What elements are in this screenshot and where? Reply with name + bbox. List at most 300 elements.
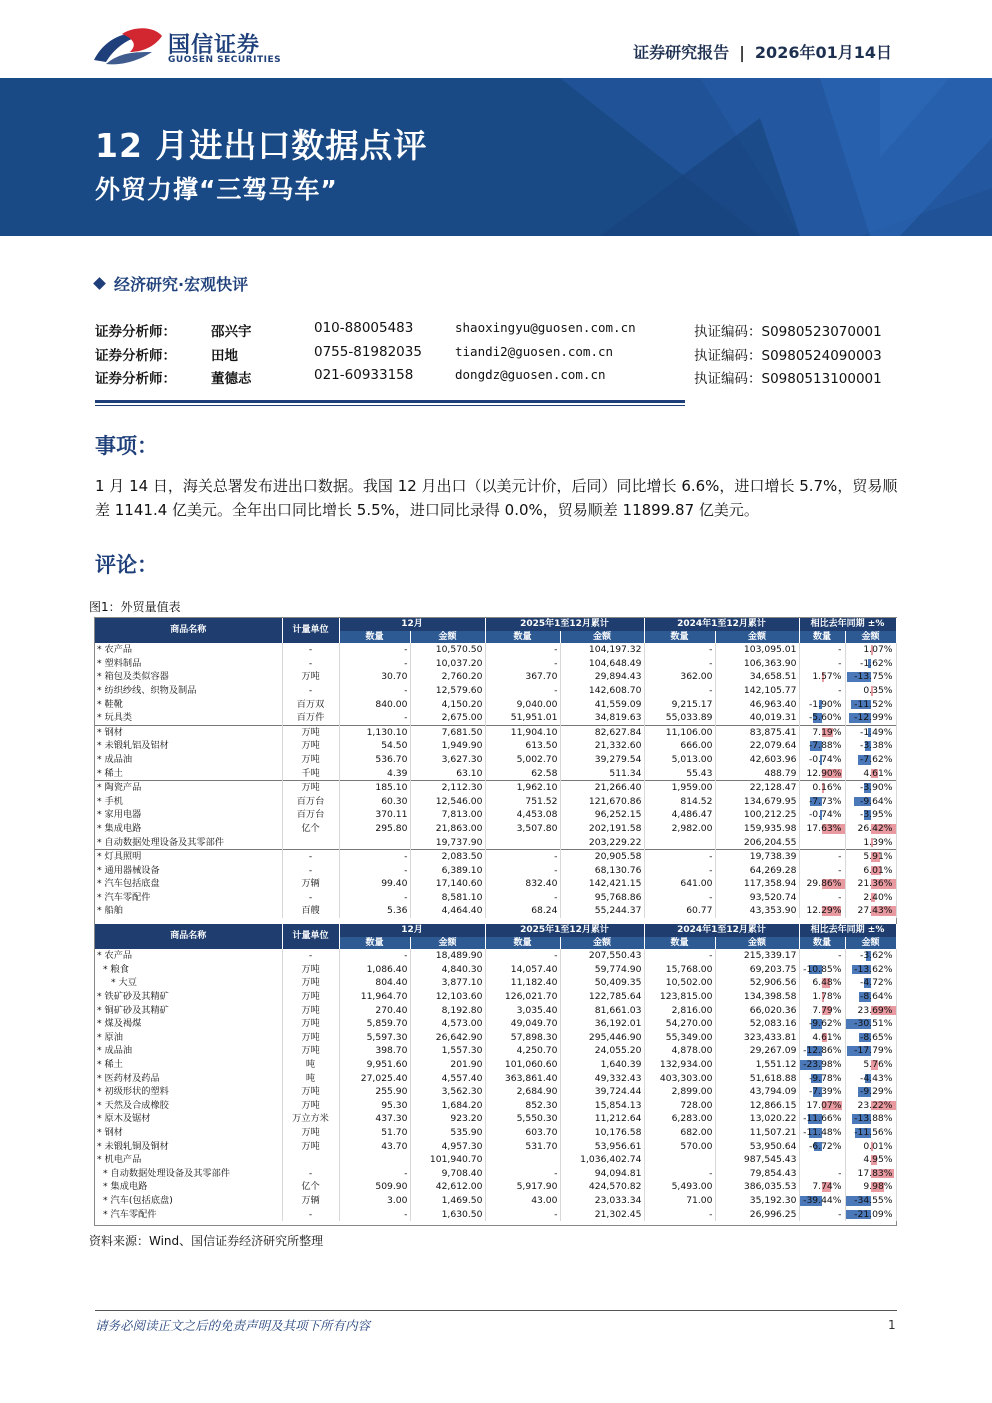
table-header-cell: 商品名称 — [95, 924, 282, 949]
report-info — [633, 40, 892, 63]
commodity-label: 自动数据处理设备及其零部件 — [110, 1167, 230, 1179]
change-value: -3.38% — [860, 740, 893, 752]
change-value: -7.73% — [808, 795, 842, 807]
ytd2024-value-cell: 11,507.21 — [715, 1126, 799, 1140]
ytd2024-value-cell: 386,035.53 — [715, 1180, 799, 1194]
ytd2025-value-cell: 511.34 — [560, 767, 644, 781]
ytd2025-quantity-cell: - — [485, 850, 560, 864]
table-subheader-cell: 数量 — [644, 631, 715, 644]
report-subtitle: 外贸力撑“三驾马车” — [95, 175, 338, 204]
analyst-email[interactable]: shaoxingyu@guosen.com.cn — [455, 320, 636, 335]
ytd2025-value-cell: 21,332.60 — [560, 739, 644, 753]
dec-quantity-cell: 43.70 — [339, 1140, 410, 1154]
commodity-label: 鞋靴 — [104, 698, 123, 710]
unit-cell: 百万台 — [282, 808, 339, 822]
analyst-label: 证券分析师： — [95, 324, 176, 340]
table-row — [95, 1126, 896, 1140]
change-value: 29.86% — [806, 878, 842, 890]
ytd2024-value-cell: 987,545.43 — [715, 1153, 799, 1167]
commodity-label: 铁矿砂及其精矿 — [104, 991, 169, 1003]
change-value: - — [838, 1167, 842, 1179]
change-value: 4.61% — [812, 1031, 842, 1043]
commodity-label: 通用器械设备 — [104, 864, 160, 876]
value-change-cell — [845, 1072, 896, 1086]
change-value: -39.44% — [803, 1194, 842, 1206]
table-row — [95, 904, 896, 918]
ytd2024-quantity-cell: 10,502.00 — [644, 976, 715, 990]
analyst-label: 证券分析师： — [95, 371, 176, 387]
ytd2025-value-cell: 34,819.63 — [560, 711, 644, 725]
change-value: -23.98% — [803, 1059, 842, 1070]
change-value: 26.42% — [857, 822, 893, 834]
change-value: -1.62% — [860, 657, 893, 669]
change-value: -17.79% — [854, 1045, 893, 1057]
category-label: 经济研究·宏观快评 — [114, 275, 249, 294]
commodity-name — [95, 1194, 282, 1208]
table-row — [95, 657, 896, 671]
ytd2024-quantity-cell: 2,899.00 — [644, 1085, 715, 1099]
ytd2025-quantity-cell: 4,453.08 — [485, 808, 560, 822]
table-row — [95, 643, 896, 657]
ytd2025-value-cell: 295,446.90 — [560, 1031, 644, 1045]
analyst-phone: 0755-81982035 — [314, 343, 422, 360]
dec-value-cell: 10,037.20 — [410, 657, 485, 671]
dec-quantity-cell: 5.36 — [339, 904, 410, 918]
quantity-change-cell — [799, 949, 845, 963]
change-value: -0.74% — [808, 753, 842, 765]
dec-quantity-cell: 270.40 — [339, 1004, 410, 1018]
commodity-name — [95, 990, 282, 1004]
commodity-name — [95, 643, 282, 657]
unit-cell: 亿个 — [282, 822, 339, 836]
row-marker: * — [97, 671, 105, 683]
commodity-name — [95, 891, 282, 905]
dec-value-cell: 8,192.80 — [410, 1004, 485, 1018]
change-value: -8.65% — [860, 1031, 893, 1043]
ytd2024-quantity-cell: - — [644, 850, 715, 864]
change-value: 12.29% — [806, 905, 842, 917]
dec-value-cell: 101,940.70 — [410, 1153, 485, 1167]
row-marker: * — [97, 891, 105, 903]
quantity-change-cell — [799, 739, 845, 753]
ytd2025-value-cell: 121,670.86 — [560, 795, 644, 809]
dec-value-cell: 3,627.30 — [410, 753, 485, 767]
quantity-change-cell — [799, 711, 845, 725]
ytd2024-quantity-cell: 5,013.00 — [644, 753, 715, 767]
commodity-label: 医药材及药品 — [104, 1072, 160, 1084]
dec-quantity-cell: 3.00 — [339, 1194, 410, 1208]
ytd2025-value-cell: 1,036,402.74 — [560, 1153, 644, 1167]
dec-value-cell: 4,464.40 — [410, 904, 485, 918]
table-row — [95, 808, 896, 822]
quantity-change-cell — [799, 670, 845, 684]
analyst-row — [95, 344, 895, 368]
table-header-cell: 2025年1至12月累计 — [485, 924, 644, 937]
change-value: -13.75% — [854, 671, 893, 683]
ytd2025-value-cell: 104,648.49 — [560, 657, 644, 671]
unit-cell: 万吨 — [282, 739, 339, 753]
dec-value-cell: 42,612.00 — [410, 1180, 485, 1194]
quantity-change-cell — [799, 753, 845, 767]
quantity-change-cell — [799, 1194, 845, 1208]
quantity-change-cell — [799, 684, 845, 698]
commodity-name — [95, 781, 282, 795]
commodity-name — [95, 1085, 282, 1099]
analyst-list — [95, 320, 895, 391]
dec-value-cell: 4,557.40 — [410, 1072, 485, 1086]
row-marker: * — [97, 864, 105, 876]
commodity-name — [95, 1004, 282, 1018]
commodity-label: 大豆 — [118, 977, 137, 989]
value-change-cell — [845, 808, 896, 822]
table-row — [95, 1004, 896, 1018]
row-marker: * — [97, 795, 105, 807]
commodity-label: 煤及褐煤 — [104, 1018, 142, 1030]
ytd2025-quantity-cell: - — [485, 949, 560, 963]
ytd2024-quantity-cell: - — [644, 949, 715, 963]
value-change-cell — [845, 657, 896, 671]
report-type: 证券研究报告 — [633, 43, 730, 62]
ytd2024-quantity-cell: - — [644, 1208, 715, 1222]
ytd2025-value-cell: 23,033.34 — [560, 1194, 644, 1208]
commodity-name — [95, 1099, 282, 1113]
ytd2024-quantity-cell: 728.00 — [644, 1099, 715, 1113]
ytd2025-quantity-cell: 531.70 — [485, 1140, 560, 1154]
value-change-cell — [845, 990, 896, 1004]
table-header-cell: 计量单位 — [282, 924, 339, 949]
unit-cell: - — [282, 1167, 339, 1181]
ytd2024-value-cell: 66,020.36 — [715, 1004, 799, 1018]
row-marker: * — [97, 1154, 105, 1166]
commodity-name — [95, 1044, 282, 1058]
ytd2024-quantity-cell: - — [644, 643, 715, 657]
table-subheader-cell: 数量 — [799, 631, 845, 644]
report-info-separator: | — [739, 43, 745, 62]
value-change-cell — [845, 1004, 896, 1018]
commodity-name — [95, 949, 282, 963]
change-value: -11.52% — [854, 698, 893, 710]
dec-value-cell: 4,840.30 — [410, 963, 485, 977]
table-subheader-cell: 金额 — [410, 937, 485, 950]
change-value: 17.83% — [857, 1167, 893, 1179]
value-change-cell — [845, 1099, 896, 1113]
commodity-label: 钢材 — [104, 726, 123, 738]
quantity-change-cell — [799, 1180, 845, 1194]
quantity-change-cell — [799, 822, 845, 836]
commodity-label: 箱包及类似容器 — [104, 671, 169, 683]
event-paragraph: 1 月 14 日，海关总署发布进出口数据。我国 12 月出口（以美元计价，后同）同比增长 6.6%，进口增长 5.7%，贸易顺差 1141.4 亿美元。全年出口同比增长 5.5%，进口同比录得 0.0%，贸易顺差 11899.87 亿美元。 — [95, 477, 898, 519]
value-change-cell — [845, 1208, 896, 1222]
comment-heading: 评论： — [95, 553, 158, 577]
ytd2024-quantity-cell — [644, 1153, 715, 1167]
change-value: -1.90% — [808, 698, 842, 710]
ytd2024-quantity-cell: 55.43 — [644, 767, 715, 781]
ytd2024-quantity-cell: 55,033.89 — [644, 711, 715, 725]
ytd2024-value-cell: 22,079.64 — [715, 739, 799, 753]
change-value: - — [838, 950, 842, 962]
dec-value-cell: 1,630.50 — [410, 1208, 485, 1222]
ytd2025-value-cell: 55,244.37 — [560, 904, 644, 918]
row-marker: * — [97, 809, 105, 821]
row-marker: * — [97, 1004, 105, 1016]
quantity-change-cell — [799, 1126, 845, 1140]
row-marker: * — [97, 991, 105, 1003]
ytd2024-value-cell: 79,854.43 — [715, 1167, 799, 1181]
value-change-cell — [845, 822, 896, 836]
analyst-phone: 010-88005483 — [314, 320, 414, 336]
row-marker: * — [97, 1031, 105, 1043]
dec-quantity-cell: - — [339, 850, 410, 864]
commodity-name — [95, 1112, 282, 1126]
quantity-change-cell — [799, 1031, 845, 1045]
ytd2025-quantity-cell: 68.24 — [485, 904, 560, 918]
ytd2025-value-cell: 68,130.76 — [560, 864, 644, 878]
change-value: -4.43% — [860, 1072, 893, 1084]
commodity-label: 集成电路 — [104, 822, 142, 834]
change-value: 7.19% — [812, 726, 842, 738]
ytd2025-quantity-cell: - — [485, 1208, 560, 1222]
quantity-change-cell — [799, 1044, 845, 1058]
unit-cell: 万吨 — [282, 963, 339, 977]
dec-value-cell: 19,737.90 — [410, 836, 485, 850]
ytd2024-quantity-cell: - — [644, 864, 715, 878]
table-row — [95, 877, 896, 891]
dec-quantity-cell: 11,964.70 — [339, 990, 410, 1004]
ytd2024-quantity-cell: 403,303.00 — [644, 1072, 715, 1086]
commodity-name — [95, 850, 282, 864]
ytd2025-value-cell: 20,905.58 — [560, 850, 644, 864]
dec-quantity-cell: - — [339, 1208, 410, 1222]
change-value: -1.49% — [860, 726, 893, 738]
table-row — [95, 725, 896, 739]
commodity-name — [95, 1208, 282, 1222]
ytd2024-value-cell: 19,738.39 — [715, 850, 799, 864]
dec-quantity-cell: 54.50 — [339, 739, 410, 753]
table-row — [95, 1085, 896, 1099]
row-marker: * — [103, 963, 111, 975]
change-value: 6.01% — [863, 864, 893, 876]
quantity-change-cell — [799, 891, 845, 905]
commodity-label: 天然及合成橡胶 — [104, 1099, 169, 1111]
commodity-name — [95, 739, 282, 753]
quantity-change-cell — [799, 904, 845, 918]
row-marker: * — [97, 905, 105, 917]
analyst-row — [95, 320, 895, 344]
change-value: 1.07% — [863, 644, 893, 656]
change-value: 12.90% — [806, 767, 842, 779]
ytd2024-quantity-cell — [644, 836, 715, 850]
dec-quantity-cell: 509.90 — [339, 1180, 410, 1194]
row-marker: * — [97, 657, 105, 669]
dec-quantity-cell: 536.70 — [339, 753, 410, 767]
ytd2024-value-cell: 29,267.09 — [715, 1044, 799, 1058]
dec-value-cell: 1,557.30 — [410, 1044, 485, 1058]
quantity-change-cell — [799, 1140, 845, 1154]
table-subheader-cell: 金额 — [560, 937, 644, 950]
ytd2025-quantity-cell: 51,951.01 — [485, 711, 560, 725]
value-change-cell — [845, 643, 896, 657]
row-marker: * — [97, 1059, 105, 1070]
commodity-name — [95, 670, 282, 684]
dec-value-cell: 1,949.90 — [410, 739, 485, 753]
page-number: 1 — [888, 1318, 896, 1332]
analyst-phone: 021-60933158 — [314, 367, 414, 383]
row-marker: * — [97, 767, 105, 779]
dec-value-cell: 10,570.50 — [410, 643, 485, 657]
change-value: -7.88% — [808, 740, 842, 752]
commodity-name — [95, 1031, 282, 1045]
change-value: -5.60% — [808, 712, 842, 724]
row-marker: * — [97, 712, 105, 724]
dec-value-cell: 2,675.00 — [410, 711, 485, 725]
table-row — [95, 1140, 896, 1154]
ytd2025-quantity-cell: 613.50 — [485, 739, 560, 753]
ytd2025-quantity-cell: 5,917.90 — [485, 1180, 560, 1194]
ytd2025-value-cell: 11,212.64 — [560, 1112, 644, 1126]
commodity-name — [95, 836, 282, 850]
value-change-cell — [845, 739, 896, 753]
dec-quantity-cell: - — [339, 657, 410, 671]
row-marker: * — [97, 822, 105, 834]
change-value: -3.95% — [860, 809, 893, 821]
table-row — [95, 891, 896, 905]
footer-divider — [95, 1310, 897, 1311]
value-change-cell — [845, 1044, 896, 1058]
table-row — [95, 1153, 896, 1167]
table-subheader-cell: 数量 — [339, 631, 410, 644]
dec-quantity-cell: - — [339, 949, 410, 963]
ytd2024-value-cell: 12,866.15 — [715, 1099, 799, 1113]
ytd2025-quantity-cell: 5,550.30 — [485, 1112, 560, 1126]
table-row — [95, 1058, 896, 1072]
table-header-cell: 12月 — [339, 924, 485, 937]
ytd2025-value-cell: 59,774.90 — [560, 963, 644, 977]
unit-cell: 百艘 — [282, 904, 339, 918]
dec-quantity-cell: 185.10 — [339, 781, 410, 795]
table-row — [95, 949, 896, 963]
row-marker: * — [97, 644, 105, 656]
ytd2024-quantity-cell: 570.00 — [644, 1140, 715, 1154]
change-value: - — [838, 864, 842, 876]
ytd2025-quantity-cell: 2,684.90 — [485, 1085, 560, 1099]
row-marker: * — [97, 782, 105, 794]
quantity-change-cell — [799, 1017, 845, 1031]
dec-value-cell: 63.10 — [410, 767, 485, 781]
ytd2025-quantity-cell: 363,861.40 — [485, 1072, 560, 1086]
change-value: -9.29% — [860, 1086, 893, 1098]
quantity-change-cell — [799, 864, 845, 878]
change-value: -11.48% — [803, 1126, 842, 1138]
dec-value-cell: 3,562.30 — [410, 1085, 485, 1099]
table-row — [95, 822, 896, 836]
table-subheader-cell: 金额 — [845, 937, 896, 950]
ytd2025-quantity-cell: 126,021.70 — [485, 990, 560, 1004]
ytd2025-value-cell: 95,768.86 — [560, 891, 644, 905]
value-change-cell — [845, 795, 896, 809]
dec-quantity-cell: 370.11 — [339, 808, 410, 822]
change-value: 0.35% — [863, 684, 893, 696]
row-marker: * — [97, 1072, 105, 1084]
ytd2025-quantity-cell: 11,904.10 — [485, 725, 560, 739]
analyst-email[interactable]: dongdz@guosen.com.cn — [455, 367, 606, 382]
unit-cell: 吨 — [282, 1072, 339, 1086]
dec-quantity-cell: - — [339, 684, 410, 698]
change-value: -6.72% — [808, 1140, 842, 1152]
ytd2025-quantity-cell: 852.30 — [485, 1099, 560, 1113]
analyst-license: 执证编码：S0980524090003 — [694, 347, 882, 364]
value-change-cell — [845, 864, 896, 878]
ytd2025-quantity-cell: 5,002.70 — [485, 753, 560, 767]
ytd2025-value-cell: 53,956.61 — [560, 1140, 644, 1154]
row-marker: * — [97, 753, 105, 765]
commodity-name — [95, 1180, 282, 1194]
commodity-label: 钢材 — [104, 1126, 123, 1138]
table-header-cell: 2024年1至12月累计 — [644, 924, 799, 937]
figure-caption: 图1：外贸量值表 — [89, 600, 181, 614]
analyst-email[interactable]: tiandi2@guosen.com.cn — [455, 343, 614, 359]
ytd2024-value-cell: 106,363.90 — [715, 657, 799, 671]
change-value: -7.39% — [808, 1086, 842, 1098]
row-marker: * — [97, 740, 105, 752]
report-date: 2026年01月14日 — [754, 43, 892, 62]
commodity-name — [95, 904, 282, 918]
table-subheader-cell: 数量 — [485, 631, 560, 644]
ytd2025-quantity-cell: 49,049.70 — [485, 1017, 560, 1031]
divider — [95, 400, 685, 403]
row-marker: * — [103, 1208, 111, 1220]
table-row — [95, 1194, 896, 1208]
ytd2025-quantity-cell: - — [485, 1167, 560, 1181]
ytd2025-value-cell: 96,252.15 — [560, 808, 644, 822]
ytd2025-value-cell: 49,332.43 — [560, 1072, 644, 1086]
unit-cell: - — [282, 657, 339, 671]
ytd2025-quantity-cell: - — [485, 684, 560, 698]
commodity-label: 稀土 — [104, 767, 123, 779]
value-change-cell — [845, 963, 896, 977]
ytd2024-quantity-cell: 814.52 — [644, 795, 715, 809]
quantity-change-cell — [799, 877, 845, 891]
ytd2024-value-cell: 1,551.12 — [715, 1058, 799, 1072]
ytd2025-value-cell: 424,570.82 — [560, 1180, 644, 1194]
report-category — [95, 272, 248, 295]
quantity-change-cell — [799, 963, 845, 977]
unit-cell: 万吨 — [282, 1099, 339, 1113]
table-row — [95, 1099, 896, 1113]
quantity-change-cell — [799, 1112, 845, 1126]
commodity-name — [95, 1140, 282, 1154]
dec-value-cell: 12,579.60 — [410, 684, 485, 698]
change-value: 4.95% — [863, 1154, 893, 1166]
commodity-label: 汽车零配件 — [104, 891, 151, 903]
unit-cell: 万吨 — [282, 725, 339, 739]
ytd2025-quantity-cell: - — [485, 643, 560, 657]
quantity-change-cell — [799, 1167, 845, 1181]
ytd2024-quantity-cell: - — [644, 1167, 715, 1181]
commodity-name — [95, 864, 282, 878]
table-subheader-cell: 数量 — [339, 937, 410, 950]
ytd2024-quantity-cell: 9,215.17 — [644, 698, 715, 712]
ytd2024-quantity-cell: 641.00 — [644, 877, 715, 891]
quantity-change-cell — [799, 781, 845, 795]
ytd2024-value-cell: 64,269.28 — [715, 864, 799, 878]
change-value: 21.36% — [857, 878, 893, 890]
commodity-label: 船舶 — [104, 905, 123, 917]
commodity-label: 稀土 — [104, 1059, 123, 1070]
commodity-label: 原油 — [104, 1031, 123, 1043]
unit-cell: - — [282, 850, 339, 864]
table-row — [95, 739, 896, 753]
dec-value-cell: 1,469.50 — [410, 1194, 485, 1208]
